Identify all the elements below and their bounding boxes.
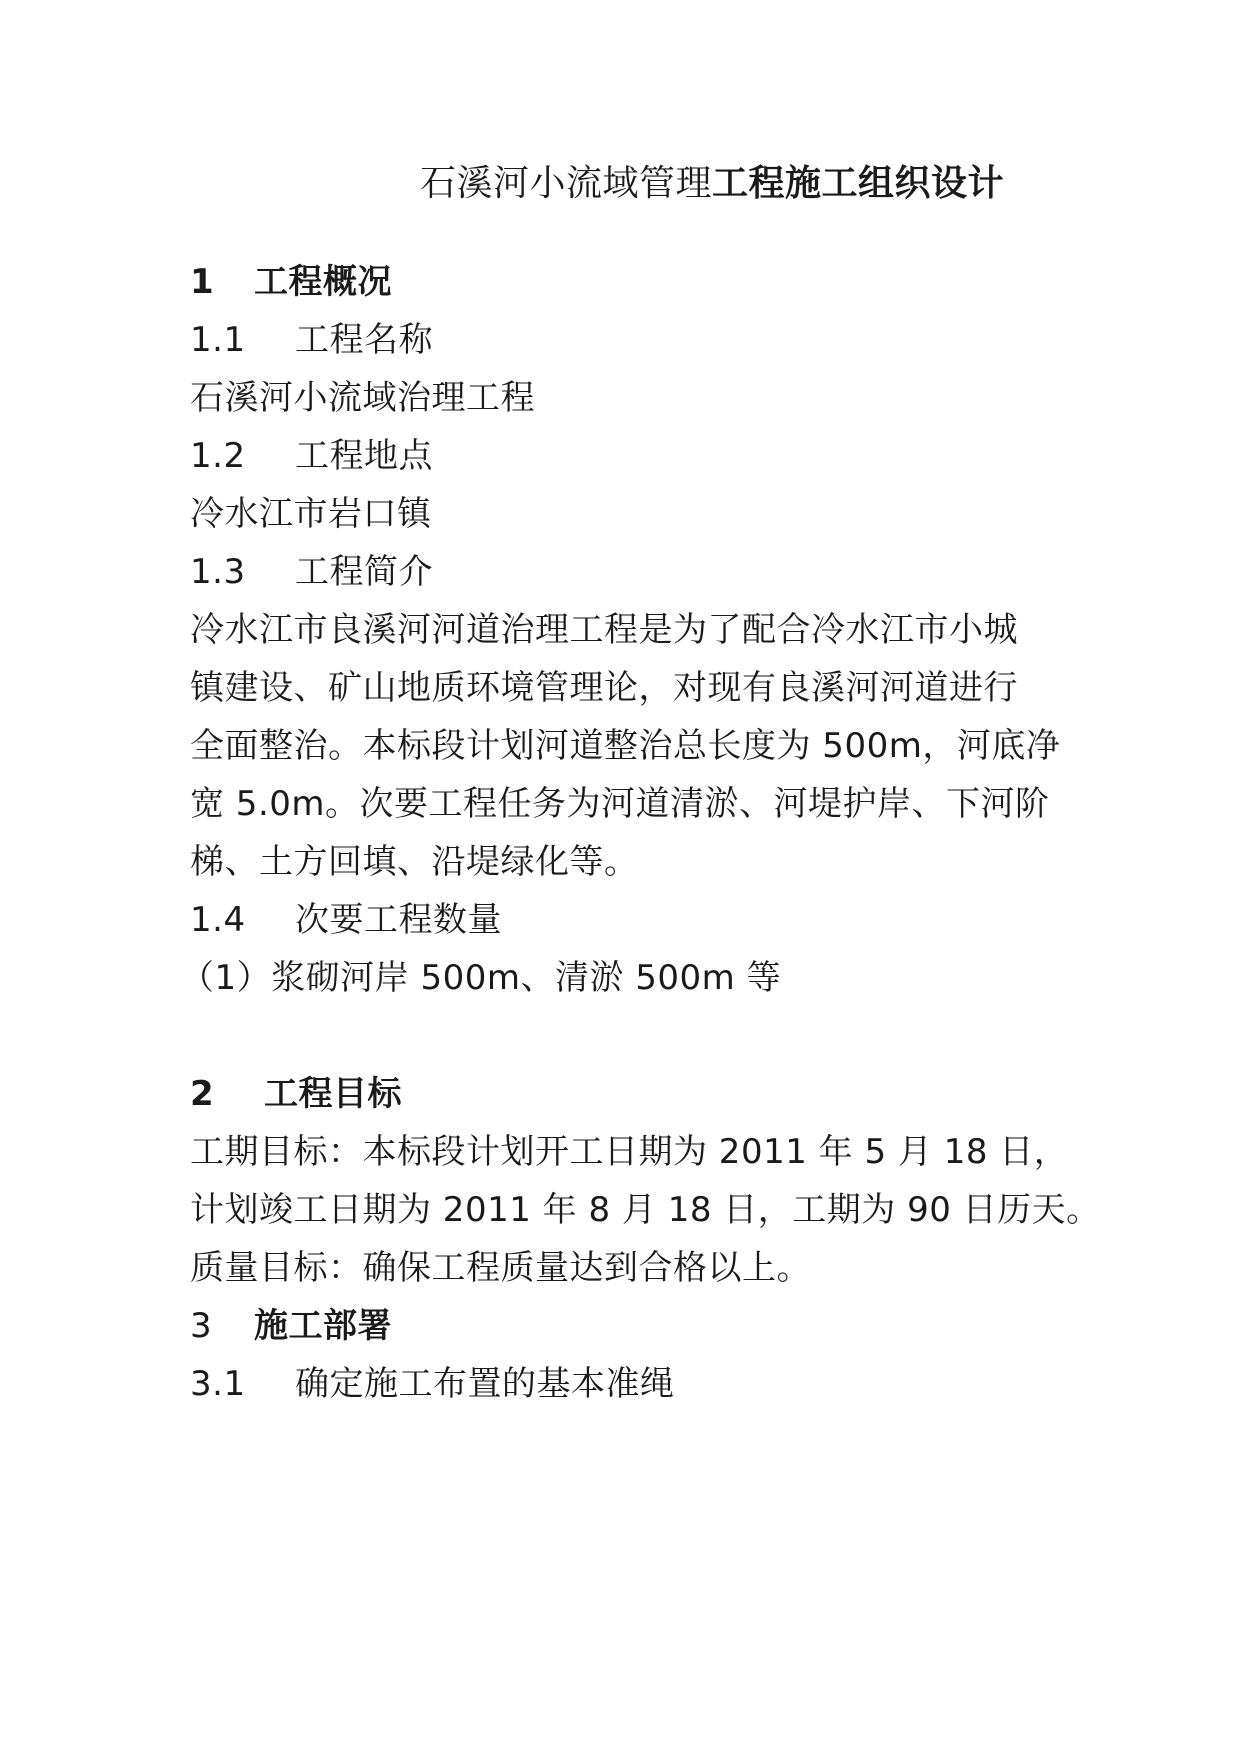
- section-number: 1.3: [190, 552, 246, 592]
- section-1-heading: [190, 262, 392, 302]
- section-title: 工程概况: [254, 262, 392, 302]
- paragraph-line: 全面整治。本标段计划河道整治总长度为 500m，河底净: [190, 726, 1061, 766]
- section-1-4-heading: [190, 900, 502, 940]
- section-number: 1.1: [190, 320, 246, 360]
- section-1-1-heading: [190, 320, 433, 360]
- section-number: 3: [190, 1306, 213, 1346]
- section-1-1-text: 石溪河小流域治理工程: [190, 378, 535, 418]
- section-1-2-text: 冷水江市岩口镇: [190, 494, 432, 534]
- section-3-1-heading: [190, 1364, 675, 1404]
- title-part-1: 石溪河小流域管理: [420, 163, 713, 204]
- paragraph-line: 计划竣工日期为 2011 年 8 月 18 日，工期为 90 日历天。: [190, 1190, 1101, 1230]
- section-number: 1.2: [190, 436, 246, 476]
- title-part-2: 工程施工组织设计: [712, 163, 1005, 204]
- section-title: 工程简介: [295, 552, 433, 592]
- section-number: 3.1: [190, 1364, 246, 1404]
- section-number: 1: [190, 262, 215, 302]
- section-title: 工程目标: [264, 1074, 402, 1114]
- section-1-4-text: （1）浆砌河岸 500m、清淤 500m 等: [180, 958, 782, 998]
- section-number: 1.4: [190, 900, 246, 940]
- section-2-heading: [190, 1074, 402, 1114]
- section-title: 工程名称: [295, 320, 433, 360]
- section-1-3-heading: [190, 552, 433, 592]
- paragraph-line: 冷水江市良溪河河道治理工程是为了配合冷水江市小城: [190, 610, 1018, 650]
- section-title: 工程地点: [295, 436, 433, 476]
- paragraph-line: 质量目标：确保工程质量达到合格以上。: [190, 1248, 811, 1288]
- section-1-2-heading: [190, 436, 433, 476]
- paragraph-line: 工期目标：本标段计划开工日期为 2011 年 5 月 18 日，: [190, 1132, 1069, 1172]
- paragraph-line: 宽 5.0m。次要工程任务为河道清淤、河堤护岸、下河阶: [190, 784, 1050, 824]
- section-title: 确定施工布置的基本准绳: [295, 1364, 675, 1404]
- document-title: [420, 163, 1004, 205]
- section-title: 施工部署: [254, 1306, 392, 1346]
- paragraph-line: 镇建设、矿山地质环境管理论，对现有良溪河河道进行: [190, 668, 1018, 708]
- section-number: 2: [190, 1074, 215, 1114]
- section-3-heading: [190, 1306, 392, 1346]
- paragraph-line: 梯、土方回填、沿堤绿化等。: [190, 842, 639, 882]
- section-title: 次要工程数量: [295, 900, 502, 940]
